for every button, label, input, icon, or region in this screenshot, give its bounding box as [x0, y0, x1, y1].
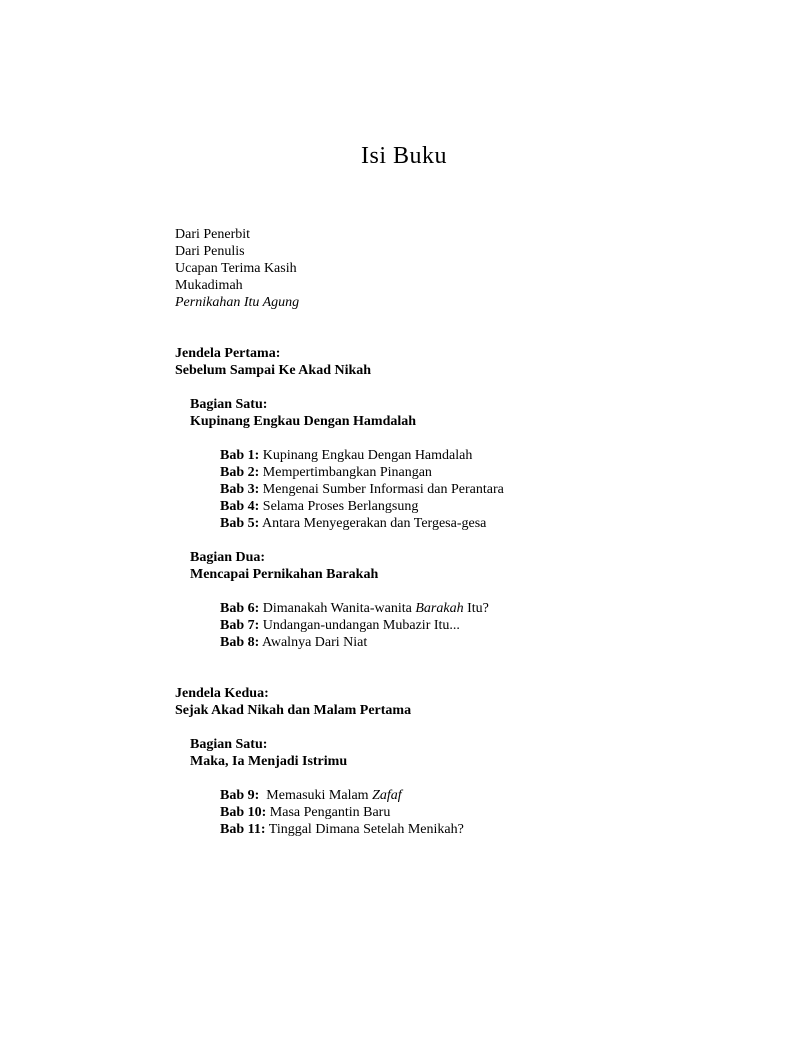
chapter-title-start: Memasuki Malam: [266, 788, 369, 803]
part-bagian-dua: [190, 549, 504, 651]
chapter-title: Selama Proses Berlangsung: [262, 499, 419, 514]
chapter-list: [220, 600, 504, 651]
section-label: Jendela Pertama:: [175, 346, 281, 361]
chapter-list: [220, 787, 504, 838]
chapter-title: Tinggal Dimana Setelah Menikah?: [268, 822, 464, 837]
part-heading: [190, 549, 504, 583]
chapter-title: Mempertimbangkan Pinangan: [262, 465, 432, 480]
chapter-number: Bab 4:: [220, 499, 260, 514]
part-heading: [190, 396, 504, 430]
front-matter: [175, 226, 504, 311]
section-jendela-pertama: [175, 345, 504, 651]
chapter-entry: [220, 617, 504, 634]
chapter-number: Bab 5:: [220, 516, 260, 531]
chapter-title: Antara Menyegerakan dan Tergesa-gesa: [262, 516, 487, 531]
chapter-title-start: Dimanakah Wanita-wanita: [262, 601, 412, 616]
front-matter-item-marriage: Pernikahan Itu Agung: [175, 295, 300, 310]
chapter-entry: [220, 447, 504, 464]
chapter-number: Bab 3:: [220, 482, 260, 497]
part-heading: [190, 736, 504, 770]
chapter-title: Mengenai Sumber Informasi dan Perantara: [262, 482, 504, 497]
section-jendela-kedua: [175, 685, 504, 838]
chapter-entry: [220, 787, 504, 804]
chapter-title: Masa Pengantin Baru: [269, 805, 391, 820]
chapter-number: Bab 10:: [220, 805, 267, 820]
chapter-number: Bab 8:: [220, 635, 260, 650]
part-label: Bagian Dua:: [190, 550, 266, 565]
chapter-number: Bab 7:: [220, 618, 260, 633]
chapter-entry: [220, 804, 504, 821]
part-bagian-satu: [190, 396, 504, 532]
chapter-entry: [220, 498, 504, 515]
chapter-number: Bab 11:: [220, 822, 266, 837]
chapter-entry: [220, 481, 504, 498]
chapter-entry: [220, 821, 504, 838]
chapter-entry: [220, 464, 504, 481]
part-title: Maka, Ia Menjadi Istrimu: [190, 754, 348, 769]
front-matter-item-publisher: Dari Penerbit: [175, 227, 251, 242]
chapter-list: [220, 447, 504, 532]
chapter-entry: [220, 515, 504, 532]
chapter-entry: [220, 634, 504, 651]
chapter-title: Awalnya Dari Niat: [262, 635, 368, 650]
front-matter-item-acknowledgements: Ucapan Terima Kasih: [175, 261, 297, 276]
chapter-title-end: Itu?: [467, 601, 489, 616]
section-title: Sebelum Sampai Ke Akad Nikah: [175, 363, 372, 378]
part-bagian-satu: [190, 736, 504, 838]
part-title: Mencapai Pernikahan Barakah: [190, 567, 379, 582]
part-title: Kupinang Engkau Dengan Hamdalah: [190, 414, 417, 429]
chapter-number: Bab 6:: [220, 601, 260, 616]
section-title: Sejak Akad Nikah dan Malam Pertama: [175, 703, 412, 718]
front-matter-item-preface: Mukadimah: [175, 278, 243, 293]
section-label: Jendela Kedua:: [175, 686, 269, 701]
chapter-number: Bab 2:: [220, 465, 260, 480]
chapter-number: Bab 9:: [220, 788, 260, 803]
page-title: Isi Buku: [360, 143, 447, 169]
section-heading: [175, 685, 504, 719]
chapter-number: Bab 1:: [220, 448, 260, 463]
chapter-entry: [220, 600, 504, 617]
part-label: Bagian Satu:: [190, 737, 268, 752]
chapter-title: Undangan-undangan Mubazir Itu...: [262, 618, 460, 633]
section-heading: [175, 345, 504, 379]
chapter-title-italic: Zafaf: [372, 788, 402, 803]
table-of-contents: [175, 226, 504, 838]
front-matter-item-author: Dari Penulis: [175, 244, 245, 259]
chapter-title-italic: Barakah: [415, 601, 464, 616]
chapter-title: Kupinang Engkau Dengan Hamdalah: [262, 448, 473, 463]
part-label: Bagian Satu:: [190, 397, 268, 412]
